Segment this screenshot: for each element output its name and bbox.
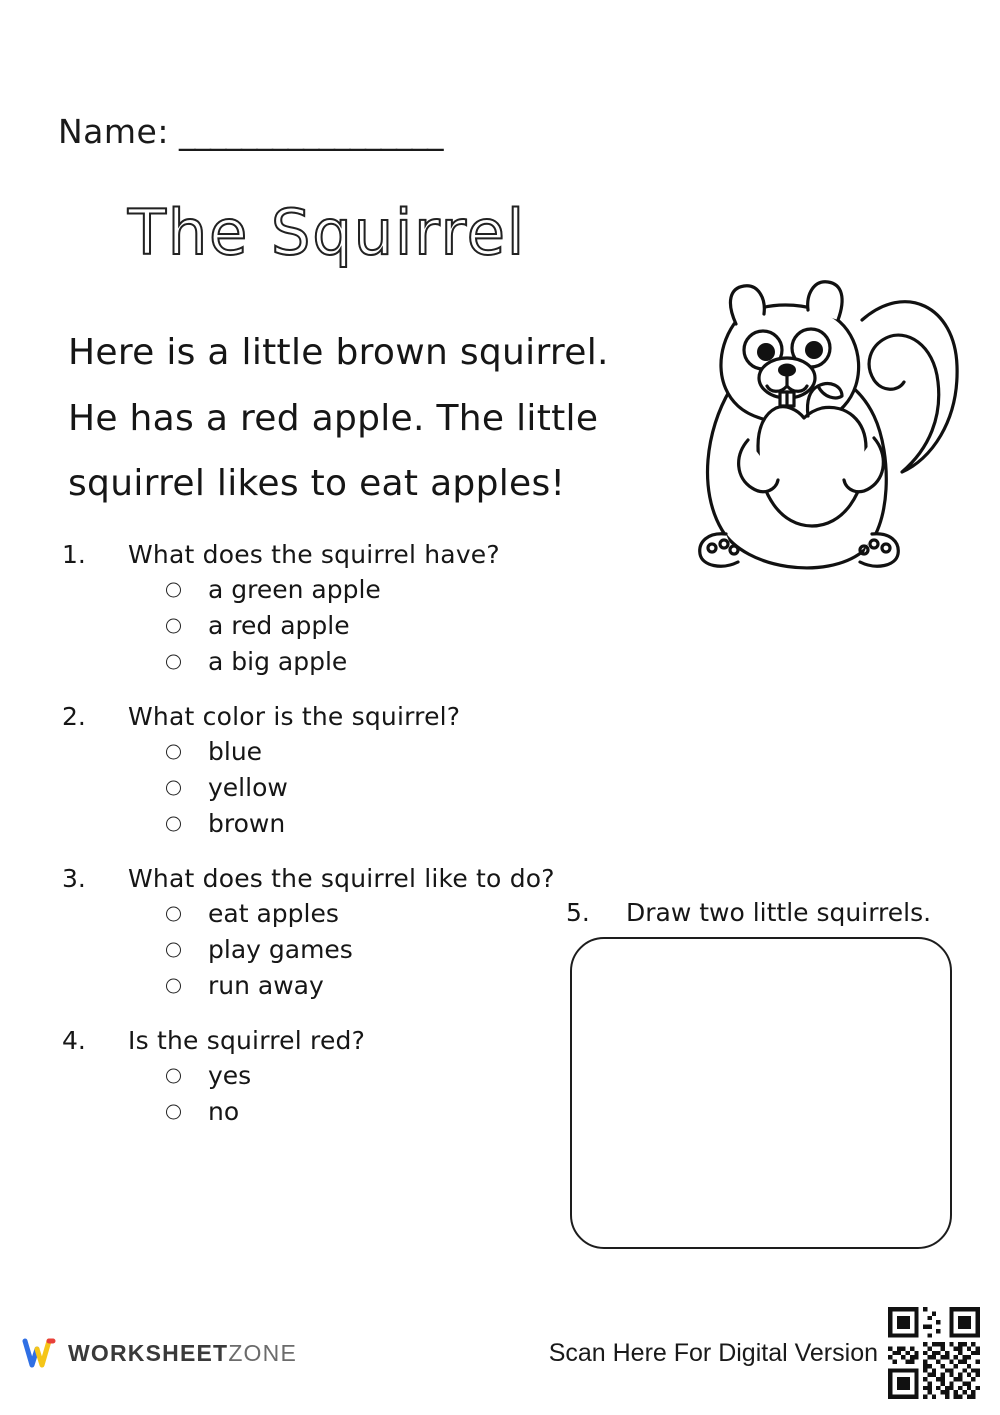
question-3 [62,864,622,1000]
choice-bubble-icon[interactable] [166,942,181,957]
question-text: What does the squirrel like to do? [128,864,555,893]
choice-bubble-icon[interactable] [166,906,181,921]
choice-label: a red apple [208,611,350,640]
question-4 [62,1026,622,1126]
choice-label: yes [208,1061,252,1090]
choice-label: a big apple [208,647,348,676]
choice-option[interactable] [62,611,622,640]
choice-option[interactable] [62,773,622,802]
choice-option[interactable] [62,809,622,838]
choice-bubble-icon[interactable] [166,744,181,759]
question-number: 4. [62,1026,86,1055]
choice-bubble-icon[interactable] [166,780,181,795]
choice-list [62,899,622,1000]
choice-bubble-icon[interactable] [166,618,181,633]
scan-label: Scan Here For Digital Version [548,1339,878,1367]
choice-option[interactable] [62,575,622,604]
question-number: 3. [62,864,86,893]
draw-task [566,898,958,1249]
choice-label: no [208,1097,240,1126]
question-header [62,540,622,569]
choice-option[interactable] [62,1061,622,1090]
name-label: Name: [58,112,169,151]
qr-code[interactable] [888,1307,980,1399]
drawing-box[interactable] [570,937,952,1249]
question-text: What color is the squirrel? [128,702,461,731]
choice-label: yellow [208,773,288,802]
squirrel-illustration [630,240,970,590]
choice-label: play games [208,935,353,964]
draw-task-header [566,898,958,927]
choice-label: run away [208,971,324,1000]
name-row [58,112,442,151]
question-header [62,702,622,731]
page-footer [0,1327,1000,1397]
choice-label: a green apple [208,575,381,604]
w-letter-icon [22,1335,58,1371]
question-1 [62,540,622,676]
choice-bubble-icon[interactable] [166,978,181,993]
draw-task-number: 5. [566,898,590,927]
choice-label: eat apples [208,899,339,928]
page-title: The Squirrel [128,196,527,269]
choice-option[interactable] [62,647,622,676]
choice-option[interactable] [62,899,622,928]
logo-text [68,1340,297,1367]
name-blank-line[interactable]: _________________ [178,112,443,151]
logo-text-zone: ZONE [228,1339,298,1366]
choice-option[interactable] [62,935,622,964]
worksheet-zone-logo[interactable] [22,1335,297,1371]
choice-label: blue [208,737,263,766]
choice-list [62,1061,622,1126]
question-number: 2. [62,702,86,731]
reading-passage: Here is a little brown squirrel. He has a red apple. The little squirrel likes to eat apples! [68,332,609,505]
question-header [62,864,622,893]
choice-option[interactable] [62,737,622,766]
choice-option[interactable] [62,1097,622,1126]
choice-list [62,737,622,838]
choice-bubble-icon[interactable] [166,1068,181,1083]
choice-bubble-icon[interactable] [166,1104,181,1119]
draw-task-text: Draw two little squirrels. [626,898,932,927]
choice-label: brown [208,809,286,838]
choice-list [62,575,622,676]
choice-bubble-icon[interactable] [166,582,181,597]
question-header [62,1026,622,1055]
choice-bubble-icon[interactable] [166,654,181,669]
logo-mark-icon [22,1335,58,1371]
choice-bubble-icon[interactable] [166,816,181,831]
squirrel-icon [630,240,970,590]
question-2 [62,702,622,838]
question-text: Is the squirrel red? [128,1026,366,1055]
choice-option[interactable] [62,971,622,1000]
question-number: 1. [62,540,86,569]
logo-text-worksheet: WORKSHEET [68,1339,229,1366]
questions-list [62,540,622,1152]
question-text: What does the squirrel have? [128,540,500,569]
qr-code-icon [888,1307,980,1399]
